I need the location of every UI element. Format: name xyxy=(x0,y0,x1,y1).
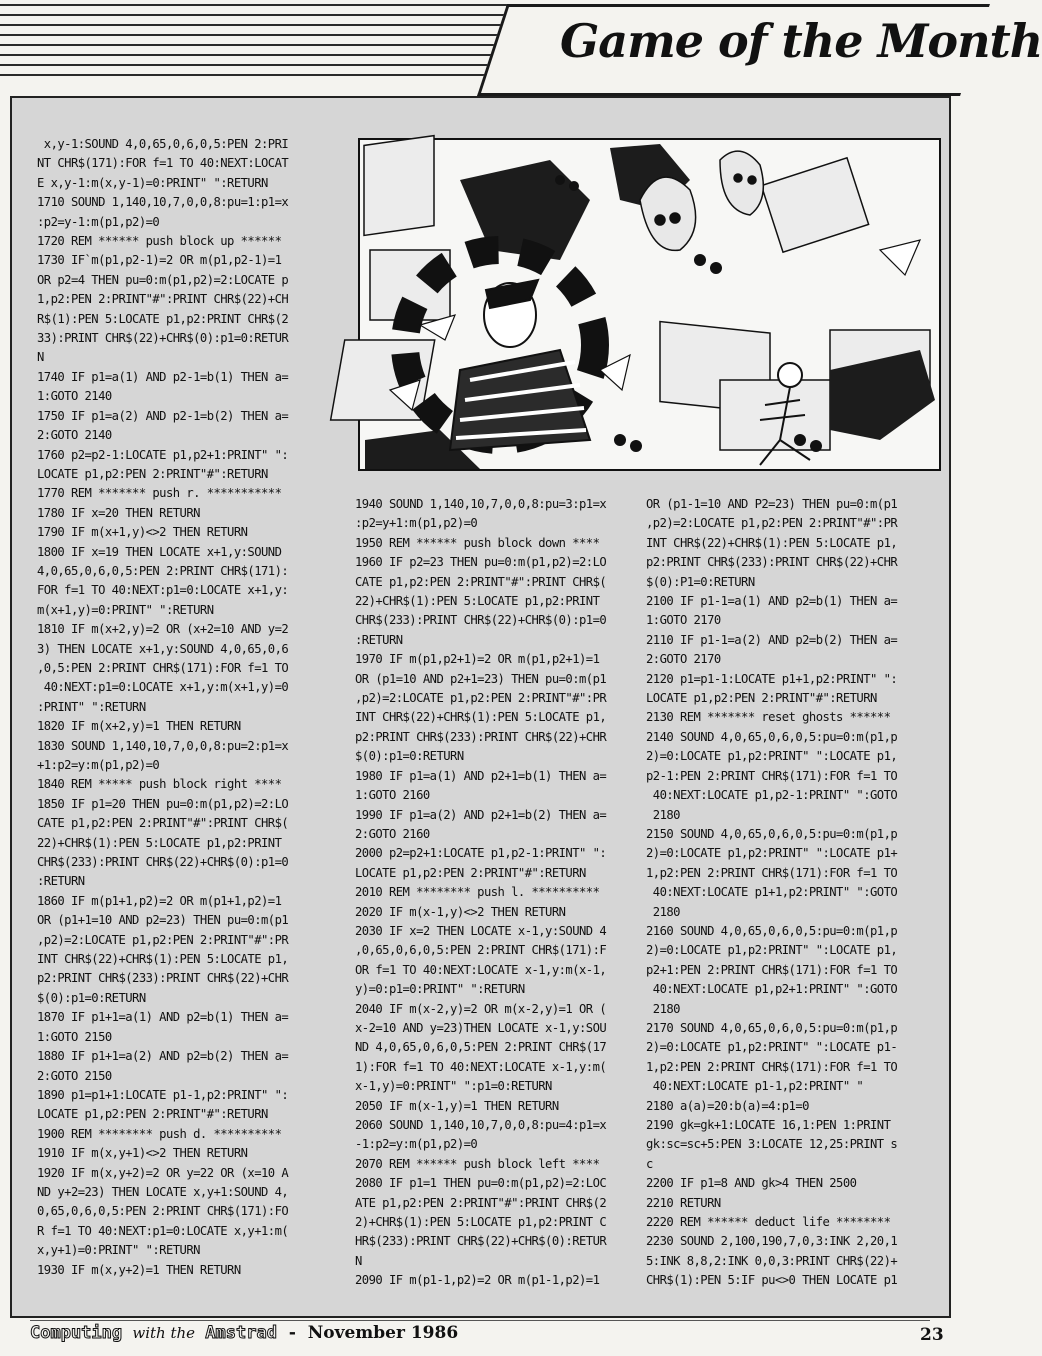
footer-rule xyxy=(30,1320,930,1321)
listing-line: 1760 p2=p2-1:LOCATE p1,p2+1:PRINT" ": xyxy=(37,447,289,462)
listing-line: 2160 SOUND 4,0,65,0,6,0,5:pu=0:m(p1,p xyxy=(646,923,898,938)
listing-line: 1890 p1=p1+1:LOCATE p1-1,p2:PRINT" ": xyxy=(37,1087,289,1102)
listing-line: $(0):p1=0:RETURN xyxy=(37,990,146,1005)
listing-line: ND y+2=23) THEN LOCATE x,y+1:SOUND 4, xyxy=(37,1184,289,1199)
listing-line: 40:NEXT:LOCATE p1+1,p2:PRINT" ":GOTO xyxy=(646,885,898,900)
listing-line: 2140 SOUND 4,0,65,0,6,0,5:pu=0:m(p1,p xyxy=(646,729,898,744)
listing-line: 2)=0:LOCATE p1,p2:PRINT" ":LOCATE p1+ xyxy=(646,846,898,861)
listing-line: 2)=0:LOCATE p1,p2:PRINT" ":LOCATE p1- xyxy=(646,1040,898,1055)
listing-line: N xyxy=(355,1253,362,1268)
listing-column-1 xyxy=(37,135,317,1280)
page-title: Game of the Month xyxy=(560,14,1042,68)
listing-line: 1790 IF m(x+1,y)<>2 THEN RETURN xyxy=(37,525,248,540)
listing-line: 1830 SOUND 1,140,10,7,0,0,8:pu=2:p1=x xyxy=(37,738,289,753)
listing-line: 2:GOTO 2170 xyxy=(646,652,721,667)
listing-line: LOCATE p1,p2:PEN 2:PRINT"#":RETURN xyxy=(646,691,877,706)
listing-line: 1910 IF m(x,y+1)<>2 THEN RETURN xyxy=(37,1146,248,1161)
listing-line: :p2=y+1:m(p1,p2)=0 xyxy=(355,516,478,531)
listing-column-2 xyxy=(355,495,635,1291)
listing-line: 22)+CHR$(1):PEN 5:LOCATE p1,p2:PRINT xyxy=(355,594,600,609)
listing-line: 2180 xyxy=(646,807,680,822)
listing-line: 2190 gk=gk+1:LOCATE 16,1:PEN 1:PRINT xyxy=(646,1118,891,1132)
listing-line: 1730 IF`m(p1,p2-1)=2 OR m(p1,p2-1)=1 xyxy=(37,253,282,268)
listing-line: 2180 a(a)=20:b(a)=4:p1=0 xyxy=(646,1098,809,1113)
listing-line: 1770 REM ******* push r. *********** xyxy=(37,486,282,501)
listing-line: 1:GOTO 2170 xyxy=(646,613,721,628)
listing-line: :PRINT" ":RETURN xyxy=(37,699,146,714)
listing-line: CHR$(233):PRINT CHR$(22)+CHR$(0):p1=0 xyxy=(355,613,607,628)
listing-line: 1720 REM ****** push block up ****** xyxy=(37,234,282,249)
listing-line: m(x+1,y)=0:PRINT" ":RETURN xyxy=(37,602,214,617)
listing-line: 1,p2:PEN 2:PRINT CHR$(171):FOR f=1 TO xyxy=(646,1059,898,1074)
listing-line: 22)+CHR$(1):PEN 5:LOCATE p1,p2:PRINT xyxy=(37,835,282,850)
listing-line: 1:GOTO 2160 xyxy=(355,788,430,803)
listing-line: 40:NEXT:LOCATE p1,p2-1:PRINT" ":GOTO xyxy=(646,788,898,803)
listing-line: LOCATE p1,p2:PEN 2:PRINT"#":RETURN xyxy=(37,1107,268,1122)
listing-line: FOR f=1 TO 40:NEXT:p1=0:LOCATE x+1,y: xyxy=(37,583,289,598)
magazine-name-part2: Amstrad xyxy=(205,1323,277,1343)
listing-line: 5:INK 8,8,2:INK 0,0,3:PRINT CHR$(22)+ xyxy=(646,1253,898,1268)
listing-line: 1,p2:PEN 2:PRINT CHR$(171):FOR f=1 TO xyxy=(646,865,898,880)
listing-line: 2180 xyxy=(646,1001,680,1016)
listing-line: ,p2)=2:LOCATE p1,p2:PEN 2:PRINT"#":PR xyxy=(37,932,289,947)
listing-line: INT CHR$(22)+CHR$(1):PEN 5:LOCATE p1, xyxy=(37,952,289,967)
listing-line: 2230 SOUND 2,100,190,7,0,3:INK 2,20,1 xyxy=(646,1234,898,1249)
listing-line: E x,y-1:m(x,y-1)=0:PRINT" ":RETURN xyxy=(37,175,268,190)
listing-line: OR f=1 TO 40:NEXT:LOCATE x-1,y:m(x-1, xyxy=(355,962,607,977)
listing-line: y)=0:p1=0:PRINT" ":RETURN xyxy=(355,982,525,997)
listing-line: 2070 REM ****** push block left **** xyxy=(355,1156,600,1171)
listing-line: OR (p1-1=10 AND P2=23) THEN pu=0:m(p1 xyxy=(646,497,898,511)
listing-line: 2130 REM ******* reset ghosts ****** xyxy=(646,710,891,725)
listing-line: CHR$(1):PEN 5:IF pu<>0 THEN LOCATE p1 xyxy=(646,1273,898,1288)
listing-line: 1950 REM ****** push block down **** xyxy=(355,535,600,550)
listing-line: 2030 IF x=2 THEN LOCATE x-1,y:SOUND 4 xyxy=(355,923,607,938)
listing-line: p2:PRINT CHR$(233):PRINT CHR$(22)+CHR xyxy=(37,971,289,986)
listing-line: LOCATE p1,p2:PEN 2:PRINT"#":RETURN xyxy=(355,865,586,880)
listing-line: p2-1:PEN 2:PRINT CHR$(171):FOR f=1 TO xyxy=(646,768,898,783)
listing-line: 1740 IF p1=a(1) AND p2-1=b(1) THEN a= xyxy=(37,369,289,384)
listing-line: 2:GOTO 2140 xyxy=(37,428,112,443)
footer-separator: - xyxy=(287,1323,298,1343)
listing-line: ,0,5:PEN 2:PRINT CHR$(171):FOR f=1 TO xyxy=(37,660,289,675)
listing-line: 1710 SOUND 1,140,10,7,0,0,8:pu=1:p1=x xyxy=(37,195,289,210)
listing-line: OR p2=4 THEN pu=0:m(p1,p2)=2:LOCATE p xyxy=(37,272,289,287)
listing-line: 2210 RETURN xyxy=(646,1195,721,1210)
illustration-drawing xyxy=(360,140,939,469)
listing-line: $(0):p1=0:RETURN xyxy=(355,749,464,764)
magazine-name-with: with the xyxy=(132,1324,196,1342)
listing-line: x,y+1)=0:PRINT" ":RETURN xyxy=(37,1243,200,1258)
listing-line: :RETURN xyxy=(355,632,403,647)
listing-line: 3) THEN LOCATE x+1,y:SOUND 4,0,65,0,6 xyxy=(37,641,289,656)
listing-line: 2120 p1=p1-1:LOCATE p1+1,p2:PRINT" ": xyxy=(646,671,898,686)
listing-line: NT CHR$(171):FOR f=1 TO 40:NEXT:LOCAT xyxy=(37,156,289,171)
listing-line: 1750 IF p1=a(2) AND p2-1=b(2) THEN a= xyxy=(37,408,289,423)
magazine-name-part1: Computing xyxy=(30,1323,123,1343)
listing-line: 2010 REM ******** push l. ********** xyxy=(355,885,600,900)
listing-line: 1920 IF m(x,y+2)=2 OR y=22 OR (x=10 A xyxy=(37,1165,289,1180)
listing-line: 1820 IF m(x+2,y)=1 THEN RETURN xyxy=(37,719,241,734)
listing-line: 2110 IF p1-1=a(2) AND p2=b(2) THEN a= xyxy=(646,632,898,647)
listing-line: HR$(233):PRINT CHR$(22)+CHR$(0):RETUR xyxy=(355,1234,607,1249)
listing-line: 2200 IF p1=8 AND gk>4 THEN 2500 xyxy=(646,1176,857,1191)
listing-line: 1960 IF p2=23 THEN pu=0:m(p1,p2)=2:LO xyxy=(355,555,607,570)
listing-line: 2220 REM ****** deduct life ******** xyxy=(646,1215,891,1230)
header-rules xyxy=(0,0,520,92)
listing-line: INT CHR$(22)+CHR$(1):PEN 5:LOCATE p1, xyxy=(355,710,607,725)
listing-line: 1840 REM ***** push block right **** xyxy=(37,777,282,792)
listing-line: INT CHR$(22)+CHR$(1):PEN 5:LOCATE p1, xyxy=(646,535,898,550)
listing-line: 2100 IF p1-1=a(1) AND p2=b(1) THEN a= xyxy=(646,594,898,609)
listing-line: gk:sc=sc+5:PEN 3:LOCATE 12,25:PRINT s xyxy=(646,1137,898,1152)
listing-line: CATE p1,p2:PEN 2:PRINT"#":PRINT CHR$( xyxy=(355,574,607,589)
listing-line: 1860 IF m(p1+1,p2)=2 OR m(p1+1,p2)=1 xyxy=(37,893,282,908)
listing-line: 1990 IF p1=a(2) AND p2+1=b(2) THEN a= xyxy=(355,807,607,822)
listing-line: 40:NEXT:p1=0:LOCATE x+1,y:m(x+1,y)=0 xyxy=(37,680,289,695)
listing-line: x,y-1:SOUND 4,0,65,0,6,0,5:PEN 2:PRI xyxy=(37,137,289,151)
listing-line: :p2=y-1:m(p1,p2)=0 xyxy=(37,214,160,229)
listing-line: LOCATE p1,p2:PEN 2:PRINT"#":RETURN xyxy=(37,466,268,481)
listing-line: 40:NEXT:LOCATE p1-1,p2:PRINT" " xyxy=(646,1079,864,1094)
listing-line: x-1,y)=0:PRINT" ":p1=0:RETURN xyxy=(355,1079,552,1094)
listing-line: 2020 IF m(x-1,y)<>2 THEN RETURN xyxy=(355,904,566,919)
listing-line: ,0,65,0,6,0,5:PEN 2:PRINT CHR$(171):F xyxy=(355,943,607,958)
listing-line: N xyxy=(37,350,44,365)
listing-line: ND 4,0,65,0,6,0,5:PEN 2:PRINT CHR$(17 xyxy=(355,1040,607,1055)
listing-line: ATE p1,p2:PEN 2:PRINT"#":PRINT CHR$(2 xyxy=(355,1195,607,1210)
listing-line: 2180 xyxy=(646,904,680,919)
listing-line: 1880 IF p1+1=a(2) AND p2=b(2) THEN a= xyxy=(37,1049,289,1064)
listing-line: 4,0,65,0,6,0,5:PEN 2:PRINT CHR$(171): xyxy=(37,563,289,578)
listing-line: 2170 SOUND 4,0,65,0,6,0,5:pu=0:m(p1,p xyxy=(646,1020,898,1035)
listing-line: :RETURN xyxy=(37,874,85,889)
listing-line: x-2=10 AND y=23)THEN LOCATE x-1,y:SOU xyxy=(355,1020,607,1035)
listing-line: 2:GOTO 2150 xyxy=(37,1068,112,1083)
listing-line: p2:PRINT CHR$(233):PRINT CHR$(22)+CHR xyxy=(355,729,607,744)
listing-line: 33):PRINT CHR$(22)+CHR$(0):p1=0:RETUR xyxy=(37,331,289,346)
listing-line: 1810 IF m(x+2,y)=2 OR (x+2=10 AND y=2 xyxy=(37,622,289,637)
listing-line: c xyxy=(646,1156,653,1171)
listing-line: 1970 IF m(p1,p2+1)=2 OR m(p1,p2+1)=1 xyxy=(355,652,600,667)
listing-line: 2000 p2=p2+1:LOCATE p1,p2-1:PRINT" ": xyxy=(355,846,607,861)
game-illustration xyxy=(358,138,941,471)
listing-line: 2060 SOUND 1,140,10,7,0,0,8:pu=4:p1=x xyxy=(355,1118,607,1132)
listing-line: p2+1:PEN 2:PRINT CHR$(171):FOR f=1 TO xyxy=(646,962,898,977)
listing-line: 1,p2:PEN 2:PRINT"#":PRINT CHR$(22)+CH xyxy=(37,292,289,307)
listing-line: 2:GOTO 2160 xyxy=(355,826,430,841)
listing-line: 1940 SOUND 1,140,10,7,0,0,8:pu=3:p1=x xyxy=(355,497,607,511)
listing-line: 1870 IF p1+1=a(1) AND p2=b(1) THEN a= xyxy=(37,1010,289,1025)
listing-line: ,p2)=2:LOCATE p1,p2:PEN 2:PRINT"#":PR xyxy=(646,516,898,531)
listing-line: 1:GOTO 2140 xyxy=(37,389,112,404)
listing-line: 1850 IF p1=20 THEN pu=0:m(p1,p2)=2:LO xyxy=(37,796,289,811)
listing-line: 1780 IF x=20 THEN RETURN xyxy=(37,505,200,520)
listing-line: 1):FOR f=1 TO 40:NEXT:LOCATE x-1,y:m( xyxy=(355,1059,607,1074)
listing-line: 2150 SOUND 4,0,65,0,6,0,5:pu=0:m(p1,p xyxy=(646,826,898,841)
listing-line: CATE p1,p2:PEN 2:PRINT"#":PRINT CHR$( xyxy=(37,816,289,831)
listing-line: 1980 IF p1=a(1) AND p2+1=b(1) THEN a= xyxy=(355,768,607,783)
listing-line: 2040 IF m(x-2,y)=2 OR m(x-2,y)=1 OR ( xyxy=(355,1001,607,1016)
listing-line: OR (p1+1=10 AND p2=23) THEN pu=0:m(p1 xyxy=(37,913,289,928)
listing-line: -1:p2=y:m(p1,p2)=0 xyxy=(355,1137,478,1152)
listing-line: R f=1 TO 40:NEXT:p1=0:LOCATE x,y+1:m( xyxy=(37,1223,289,1238)
listing-line: 2)=0:LOCATE p1,p2:PRINT" ":LOCATE p1, xyxy=(646,943,898,958)
listing-line: 1:GOTO 2150 xyxy=(37,1029,112,1044)
listing-line: OR (p1=10 AND p2+1=23) THEN pu=0:m(p1 xyxy=(355,671,607,686)
issue-date: November 1986 xyxy=(307,1323,459,1343)
footer-magazine xyxy=(30,1323,458,1343)
listing-line: 1800 IF x=19 THEN LOCATE x+1,y:SOUND xyxy=(37,544,282,559)
listing-line: 2050 IF m(x-1,y)=1 THEN RETURN xyxy=(355,1098,559,1113)
listing-line: 2080 IF p1=1 THEN pu=0:m(p1,p2)=2:LOC xyxy=(355,1176,607,1191)
listing-line: 40:NEXT:LOCATE p1,p2+1:PRINT" ":GOTO xyxy=(646,982,898,997)
listing-line: 1900 REM ******** push d. ********** xyxy=(37,1126,282,1141)
listing-line: 2)=0:LOCATE p1,p2:PRINT" ":LOCATE p1, xyxy=(646,749,898,764)
listing-line: 2)+CHR$(1):PEN 5:LOCATE p1,p2:PRINT C xyxy=(355,1215,607,1230)
listing-line: p2:PRINT CHR$(233):PRINT CHR$(22)+CHR xyxy=(646,555,898,570)
listing-line: 2090 IF m(p1-1,p2)=2 OR m(p1-1,p2)=1 xyxy=(355,1273,600,1288)
listing-line: 0,65,0,6,0,5:PEN 2:PRINT CHR$(171):FO xyxy=(37,1204,289,1219)
listing-line: R$(1):PEN 5:LOCATE p1,p2:PRINT CHR$(2 xyxy=(37,311,289,326)
listing-line: CHR$(233):PRINT CHR$(22)+CHR$(0):p1=0 xyxy=(37,855,289,870)
listing-line: 1930 IF m(x,y+2)=1 THEN RETURN xyxy=(37,1262,241,1277)
listing-line: ,p2)=2:LOCATE p1,p2:PEN 2:PRINT"#":PR xyxy=(355,691,607,706)
listing-line: $(0):P1=0:RETURN xyxy=(646,574,755,589)
listing-column-3 xyxy=(646,495,936,1291)
page-number: 23 xyxy=(920,1325,944,1345)
listing-line: +1:p2=y:m(p1,p2)=0 xyxy=(37,758,160,772)
